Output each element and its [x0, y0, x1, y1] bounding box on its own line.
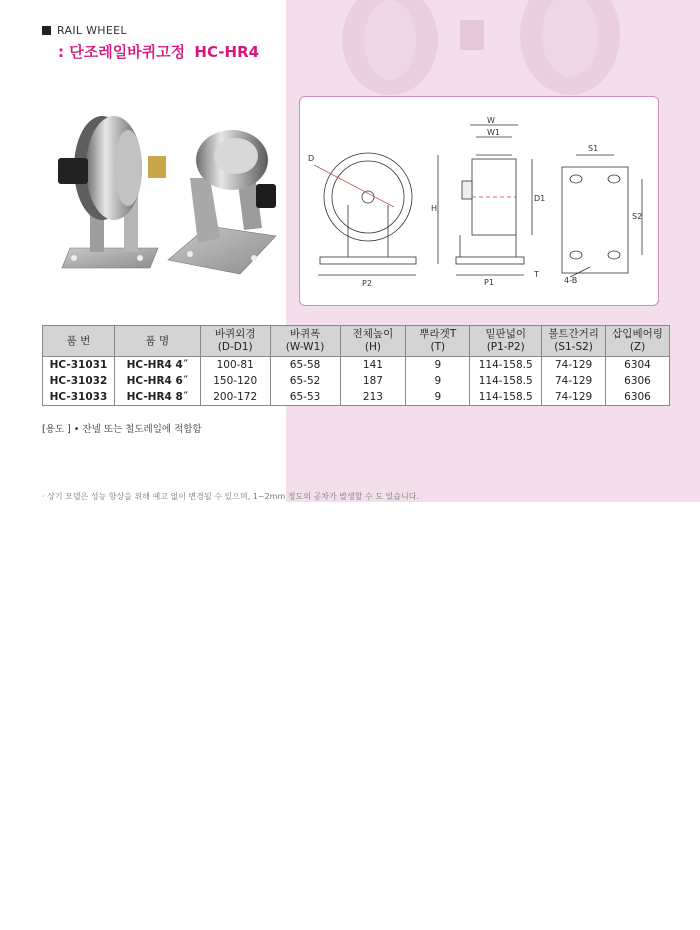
title-name: : 단조레일바퀴고정 [58, 43, 186, 61]
label-t: T [534, 270, 539, 279]
disclaimer-note: · 상기 모델은 성능 향상을 위해 예고 없이 변경될 수 있으며, 1~2mm 정도의 공차가 발생할 수 도 있습니다. [42, 492, 419, 501]
product-title [58, 41, 259, 62]
table-header-cell: 전체높이 (H) [340, 326, 406, 357]
table-header-row [43, 326, 670, 357]
table-cell: 74-129 [542, 357, 606, 374]
table-cell: 6306 [606, 389, 670, 406]
square-bullet-icon [42, 26, 51, 35]
table-header-cell: 품 명 [114, 326, 200, 357]
table-row [43, 357, 670, 374]
table-cell: 9 [406, 389, 470, 406]
table-cell: 114-158.5 [470, 389, 542, 406]
table-cell: 74-129 [542, 389, 606, 406]
table-row [43, 373, 670, 389]
table-cell: 100-81 [200, 357, 270, 374]
usage-text: [용도 ] • 잔넬 또는 철도레일에 적합함 [42, 424, 202, 435]
table-header-cell: 밑판넓이 (P1-P2) [470, 326, 542, 357]
label-d1: D1 [534, 194, 546, 203]
table-cell: HC-HR4 4˝ [114, 357, 200, 374]
label-s1: S1 [588, 144, 599, 153]
table-cell: HC-31031 [43, 357, 115, 374]
table-cell: HC-HR4 6˝ [114, 373, 200, 389]
table-cell: 150-120 [200, 373, 270, 389]
table-header-cell: 바퀴폭 (W-W1) [270, 326, 340, 357]
title-code: HC-HR4 [194, 43, 260, 61]
table-cell: 200-172 [200, 389, 270, 406]
table-header-cell: 볼트간거리 (S1-S2) [542, 326, 606, 357]
table-header-cell: 삽입베어링 (Z) [606, 326, 670, 357]
faded-product-backdrop [330, 0, 650, 95]
table-cell: 187 [340, 373, 406, 389]
table-cell: HC-31032 [43, 373, 115, 389]
table-cell: 6306 [606, 373, 670, 389]
label-holes: 4-B [564, 276, 578, 285]
label-d: D [308, 154, 315, 163]
label-w: W [487, 116, 495, 125]
table-cell: 213 [340, 389, 406, 406]
table-cell: 114-158.5 [470, 357, 542, 374]
table-row [43, 389, 670, 406]
table-cell: HC-31033 [43, 389, 115, 406]
page-header [42, 24, 259, 62]
product-photo [40, 98, 280, 288]
label-w1: W1 [487, 128, 500, 137]
label-h: H [431, 204, 438, 213]
table-cell: 65-58 [270, 357, 340, 374]
table-cell: HC-HR4 8˝ [114, 389, 200, 406]
table-header-cell: 바퀴외경 (D-D1) [200, 326, 270, 357]
category-line [42, 24, 259, 37]
table-header-cell: 품 번 [43, 326, 115, 357]
label-p2: P2 [362, 279, 372, 288]
label-p1: P1 [484, 278, 494, 287]
table-header-cell: 뿌라겟T (T) [406, 326, 470, 357]
table-cell: 65-52 [270, 373, 340, 389]
table-cell: 9 [406, 373, 470, 389]
category-label: RAIL WHEEL [57, 24, 127, 37]
table-cell: 9 [406, 357, 470, 374]
table-cell: 65-53 [270, 389, 340, 406]
technical-drawing [300, 97, 658, 305]
table-cell: 74-129 [542, 373, 606, 389]
technical-drawing-panel [299, 96, 659, 306]
spec-table [42, 325, 670, 406]
table-cell: 114-158.5 [470, 373, 542, 389]
label-s2: S2 [632, 212, 643, 221]
table-cell: 6304 [606, 357, 670, 374]
table-cell: 141 [340, 357, 406, 374]
